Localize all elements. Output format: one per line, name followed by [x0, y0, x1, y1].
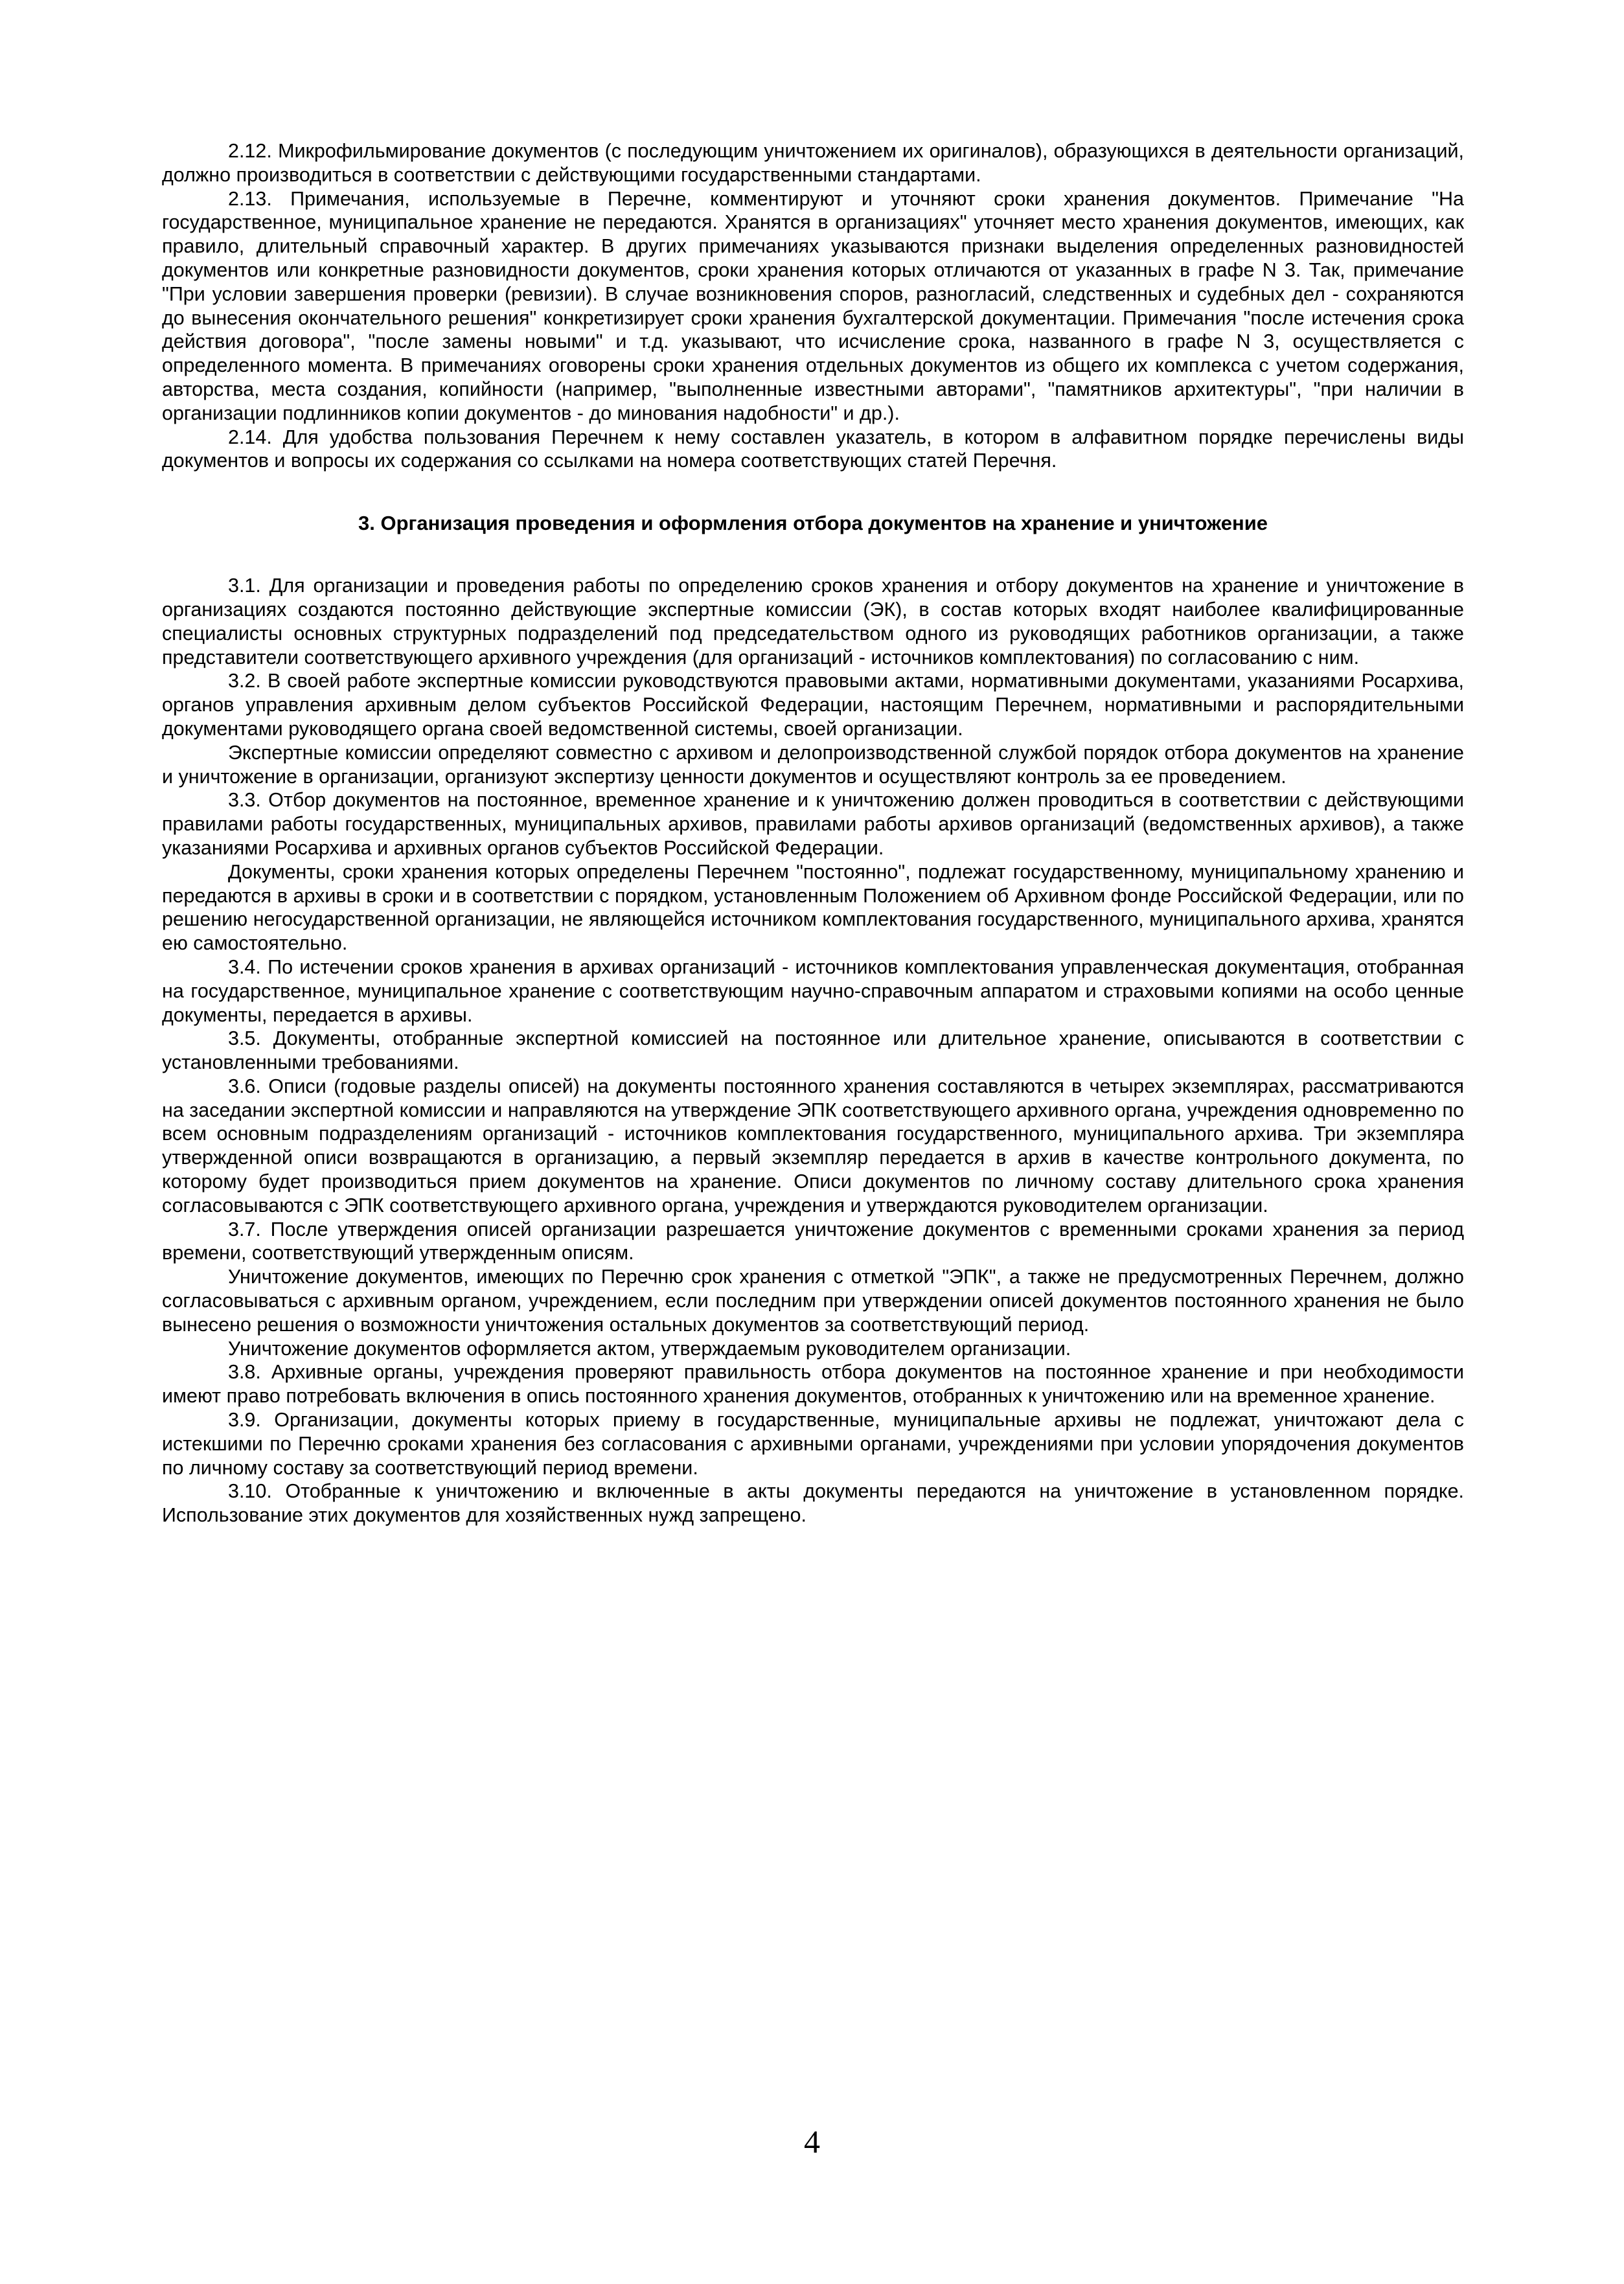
paragraph-3-3: 3.3. Отбор документов на постоянное, временное хранение и к уничтожению должен проводиться в соответствии с действующими правилами работы государственных, муниципальных архивов, правилами работы архивов организаций (ведомственных архивов), а также указаниями Росархива и архивных органов субъектов Российской Федерации. [162, 789, 1464, 859]
paragraph-2-12: 2.12. Микрофильмирование документов (с последующим уничтожением их оригиналов), образующихся в деятельности организаций, должно производиться в соответствии с действующими государственными стандартами. [162, 140, 1464, 186]
paragraph-3-8: 3.8. Архивные органы, учреждения проверяют правильность отбора документов на постоянное хранение и при необходимости имеют право потребовать включения в опись постоянного хранения документов, отобранных к уничтожению или на временное хранение. [162, 1361, 1464, 1408]
paragraph-3-2: 3.2. В своей работе экспертные комиссии руководствуются правовыми актами, нормативными документами, указаниями Росархива, органов управления архивным делом субъектов Российской Федерации, настоящим Перечнем, нормативными и распорядительными документами руководящего органа своей ведомственной системы, своей организации. [162, 670, 1464, 740]
paragraph-3-4: 3.4. По истечении сроков хранения в архивах организаций - источников комплектования управленческая документация, отобранная на государственное, муниципальное хранение с соответствующим научно-справочным аппаратом и страховыми копиями на особо ценные документы, передается в архивы. [162, 955, 1464, 1026]
paragraph-3-5: 3.5. Документы, отобранные экспертной комиссией на постоянное или длительное хранение, описываются в соответствии с установленными требованиями. [162, 1027, 1464, 1074]
page-number: 4 [804, 2123, 820, 2160]
paragraph-3-6: 3.6. Описи (годовые разделы описей) на документы постоянного хранения составляются в четырех экземплярах, рассматриваются на заседании экспертной комиссии и направляются на утверждение ЭПК соответствующего архивного органа, учреждения одновременно по всем основным подразделениям организаций - источников комплектования государственного, муниципального архива. Три экземпляра утвержденной описи возвращаются в организацию, а первый экземпляр передается в архив в качестве контрольного документа, по которому будет производиться прием документов на хранение. Описи документов по личному составу длительного срока хранения согласовываются с ЭПК соответствующего архивного органа, учреждения и утверждаются руководителем организации. [162, 1075, 1464, 1216]
paragraph-3-7: 3.7. После утверждения описей организации разрешается уничтожение документов с временными сроками хранения за период времени, соответствующий утвержденным описям. [162, 1218, 1464, 1264]
paragraph-3-7-epk-destruction: Уничтожение документов, имеющих по Перечню срок хранения с отметкой "ЭПК", а также не предусмотренных Перечнем, должно согласовываться с архивным органом, учреждением, если последним при утверждении описей документов постоянного хранения не было вынесено решения о возможности уничтожения остальных документов за соответствующий период. [162, 1266, 1464, 1336]
paragraph-3-9: 3.9. Организации, документы которых приему в государственные, муниципальные архивы не подлежат, уничтожают дела с истекшими по Перечню сроками хранения без согласования с архивными органами, учреждениями при условии упорядочения документов по личному составу за соответствующий период времени. [162, 1409, 1464, 1479]
paragraph-2-14: 2.14. Для удобства пользования Перечнем к нему составлен указатель, в котором в алфавитном порядке перечислены виды документов и вопросы их содержания со ссылками на номера соответствующих статей Перечня. [162, 426, 1464, 472]
paragraph-3-1: 3.1. Для организации и проведения работы по определению сроков хранения и отбору документов на хранение и уничтожение в организациях создаются постоянно действующие экспертные комиссии (ЭК), в состав которых входят наиболее квалифицированные специалисты основных структурных подразделений под председательством одного из руководящих работников организации, а также представители соответствующего архивного учреждения (для организаций - источников комплектования) по согласованию с ним. [162, 575, 1464, 668]
paragraph-3-7-destruction-act: Уничтожение документов оформляется актом, утверждаемым руководителем организации. [228, 1337, 1071, 1360]
paragraph-3-3-permanent-documents: Документы, сроки хранения которых определены Перечнем "постоянно", подлежат государственному, муниципальному хранению и передаются в архивы в сроки и в соответствии с порядком, установленным Положением об Архивном фонде Российской Федерации, или по решению негосударственной организации, не являющейся источником комплектования государственного, муниципального архива, хранятся ею самостоятельно. [162, 860, 1464, 955]
paragraph-3-10: 3.10. Отобранные к уничтожению и включенные в акты документы передаются на уничтожение в установленном порядке. Использование этих документов для хозяйственных нужд запрещено. [162, 1480, 1464, 1527]
section-3-heading: 3. Организация проведения и оформления отбора документов на хранение и уничтожение [358, 512, 1268, 535]
document-page [162, 139, 1464, 1527]
paragraph-2-13: 2.13. Примечания, используемые в Перечне, комментируют и уточняют сроки хранения документов. Примечание "На государственное, муниципальное хранение не передаются. Хранятся в организациях" уточняет место хранения документов, имеющих, как правило, длительный справочный характер. В других примечаниях указываются признаки выделения определенных разновидностей документов или конкретные разновидности документов, сроки хранения которых отличаются от указанных в графе N 3. Так, примечание "При условии завершения проверки (ревизии). В случае возникновения споров, разногласий, следственных и судебных дел - сохраняются до вынесения окончательного решения" конкретизирует сроки хранения бухгалтерской документации. Примечания "после истечения срока действия договора", "после замены новыми" и т.д. указывают, что исчисление срока, названного в графе N 3, осуществляется с определенного момента. В примечаниях оговорены сроки хранения отдельных документов из общего их комплекса с учетом содержания, авторства, места создания, копийности (например, "выполненные известными авторами", "памятников архитектуры", "при наличии в организации подлинников копии документов - до минования надобности" и др.). [162, 187, 1464, 424]
paragraph-3-2-expert-commissions: Экспертные комиссии определяют совместно с архивом и делопроизводственной службой порядок отбора документов на хранение и уничтожение в организации, организуют экспертизу ценности документов и осуществляют контроль за ее проведением. [162, 741, 1464, 788]
